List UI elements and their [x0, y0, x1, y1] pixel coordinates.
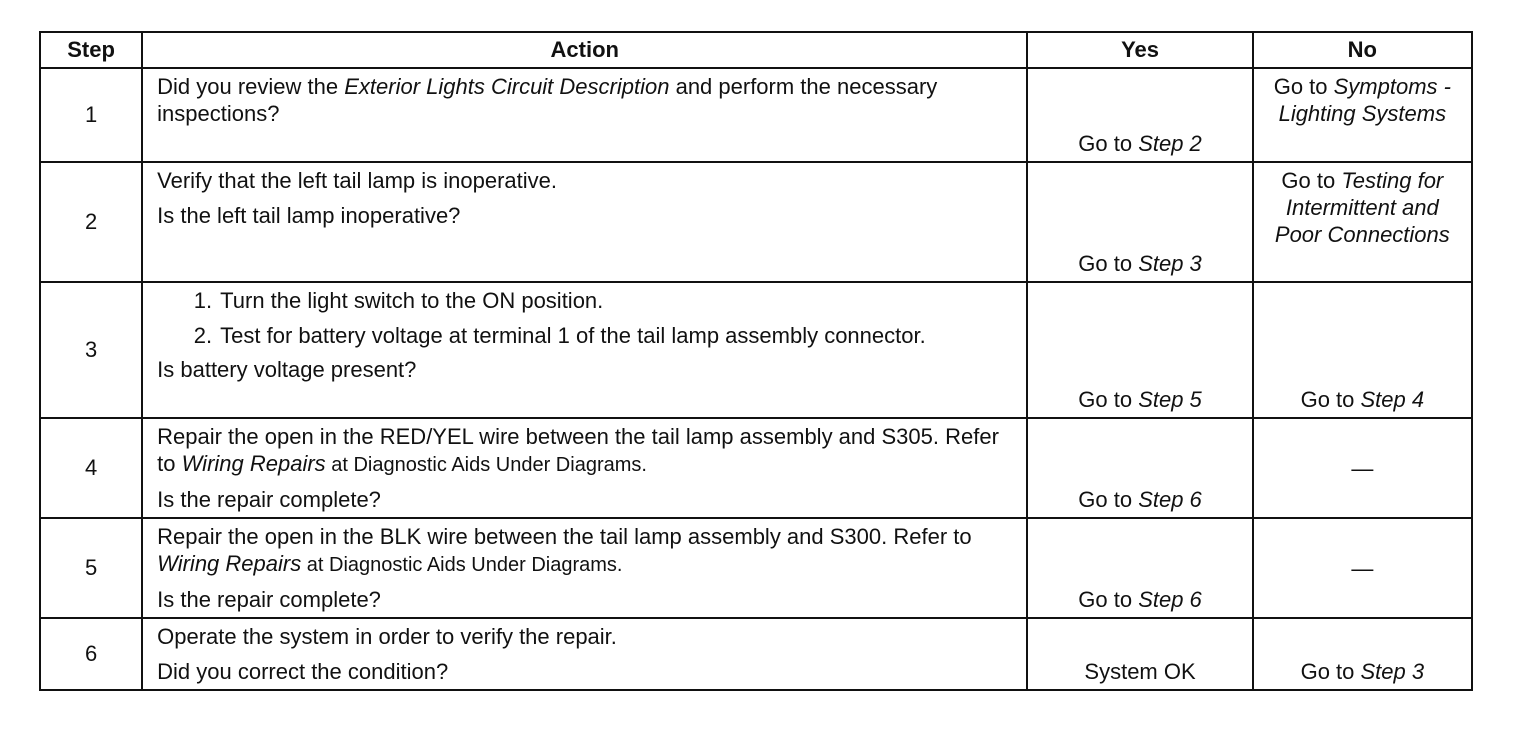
dash-mark: — [1351, 455, 1374, 481]
action-question: Did you correct the condition? [157, 659, 449, 684]
table-row [40, 282, 1472, 418]
yes-cell: Go to Step 5 [1027, 282, 1252, 418]
list-item: 1. Turn the light switch to the ON position. [193, 288, 604, 313]
no-cell: Go to Symptoms - Lighting Systems [1253, 68, 1472, 162]
action-question: Is the repair complete? [157, 487, 381, 512]
step-number: 4 [40, 418, 142, 518]
action-question: Is the left tail lamp inoperative? [157, 203, 461, 228]
yes-cell: Go to Step 6 [1027, 518, 1252, 618]
action-question: Is the repair complete? [157, 587, 381, 612]
step-number: 6 [40, 618, 142, 690]
no-cell: Go to Step 3 [1253, 618, 1472, 690]
action-steps-list [157, 287, 1016, 349]
table-row [40, 162, 1472, 282]
table-row [40, 618, 1472, 690]
header-no: No [1253, 32, 1472, 68]
action-cell [142, 68, 1027, 162]
no-cell: Go to Testing for Intermittent and Poor Connections [1253, 162, 1472, 282]
action-text: Repair the open in the BLK wire between the tail lamp assembly and S300. Refer to Wiring Repairs at Diagnostic Aids Under Diagrams. [157, 524, 972, 576]
yes-cell: Go to Step 6 [1027, 418, 1252, 518]
step-number: 3 [40, 282, 142, 418]
action-cell [142, 162, 1027, 282]
action-cell [142, 518, 1027, 618]
action-text: Verify that the left tail lamp is inoperative. [157, 168, 558, 193]
action-text: Operate the system in order to verify the repair. [157, 624, 617, 649]
table-row [40, 68, 1472, 162]
step-number: 1 [40, 68, 142, 162]
yes-cell: Go to Step 3 [1027, 162, 1252, 282]
action-question: Is battery voltage present? [157, 357, 417, 382]
header-yes: Yes [1027, 32, 1252, 68]
action-cell [142, 418, 1027, 518]
header-row [40, 32, 1472, 68]
dash-mark: — [1351, 555, 1374, 581]
yes-cell: Go to Step 2 [1027, 68, 1252, 162]
no-cell: Go to Step 4 [1253, 282, 1472, 418]
step-number: 2 [40, 162, 142, 282]
table-row [40, 418, 1472, 518]
yes-cell: System OK [1027, 618, 1252, 690]
action-text: Did you review the Exterior Lights Circuit Description and perform the necessary inspections? [157, 74, 938, 126]
no-cell [1253, 518, 1472, 618]
header-step: Step [40, 32, 142, 68]
action-text: Repair the open in the RED/YEL wire between the tail lamp assembly and S305. Refer to Wiring Repairs at Diagnostic Aids Under Diagrams. [157, 424, 999, 476]
step-number: 5 [40, 518, 142, 618]
diagnostic-table [39, 31, 1473, 691]
list-item: 2. Test for battery voltage at terminal 1 of the tail lamp assembly connector. [193, 323, 926, 348]
action-cell [142, 618, 1027, 690]
header-action: Action [142, 32, 1027, 68]
no-cell [1253, 418, 1472, 518]
table-row [40, 518, 1472, 618]
action-cell [142, 282, 1027, 418]
